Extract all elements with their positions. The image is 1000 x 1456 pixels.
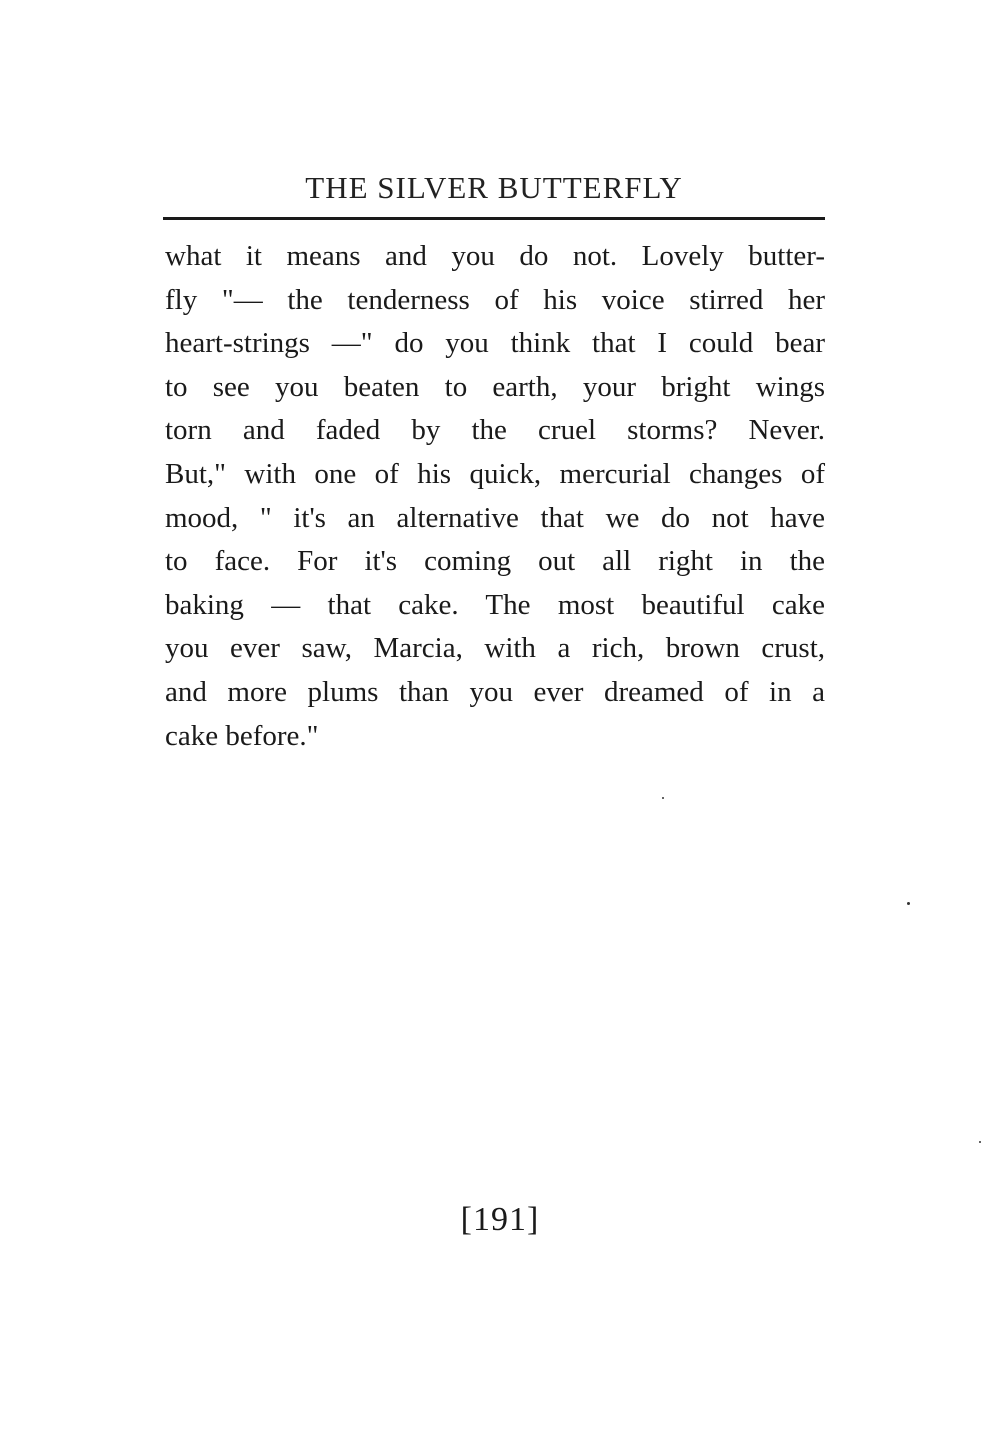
text-line: But," with one of his quick, mercurial changes of bbox=[165, 457, 825, 490]
header-rule bbox=[163, 217, 825, 220]
text-line: you ever saw, Marcia, with a rich, brown crust, bbox=[165, 632, 825, 665]
body-text bbox=[165, 235, 825, 758]
text-line: fly "— the tenderness of his voice stirred her bbox=[165, 283, 825, 316]
text-line: to face. For it's coming out all right in the bbox=[165, 545, 825, 578]
scan-speck bbox=[907, 902, 910, 905]
text-line: to see you beaten to earth, your bright wings bbox=[165, 370, 825, 403]
scan-speck bbox=[979, 1141, 981, 1143]
text-line: heart-strings —" do you think that I could bear bbox=[165, 327, 825, 360]
scan-speck bbox=[662, 797, 664, 799]
running-head: THE SILVER BUTTERFLY bbox=[305, 170, 683, 205]
text-line: torn and faded by the cruel storms? Never. bbox=[165, 414, 825, 447]
text-line: baking — that cake. The most beautiful cake bbox=[165, 588, 825, 621]
text-line: and more plums than you ever dreamed of in a bbox=[165, 675, 825, 708]
text-line: mood, " it's an alternative that we do not have bbox=[165, 501, 825, 534]
text-line: what it means and you do not. Lovely butter- bbox=[165, 240, 825, 272]
text-line: cake before." bbox=[165, 719, 319, 752]
page-number: [191] bbox=[460, 1201, 540, 1238]
